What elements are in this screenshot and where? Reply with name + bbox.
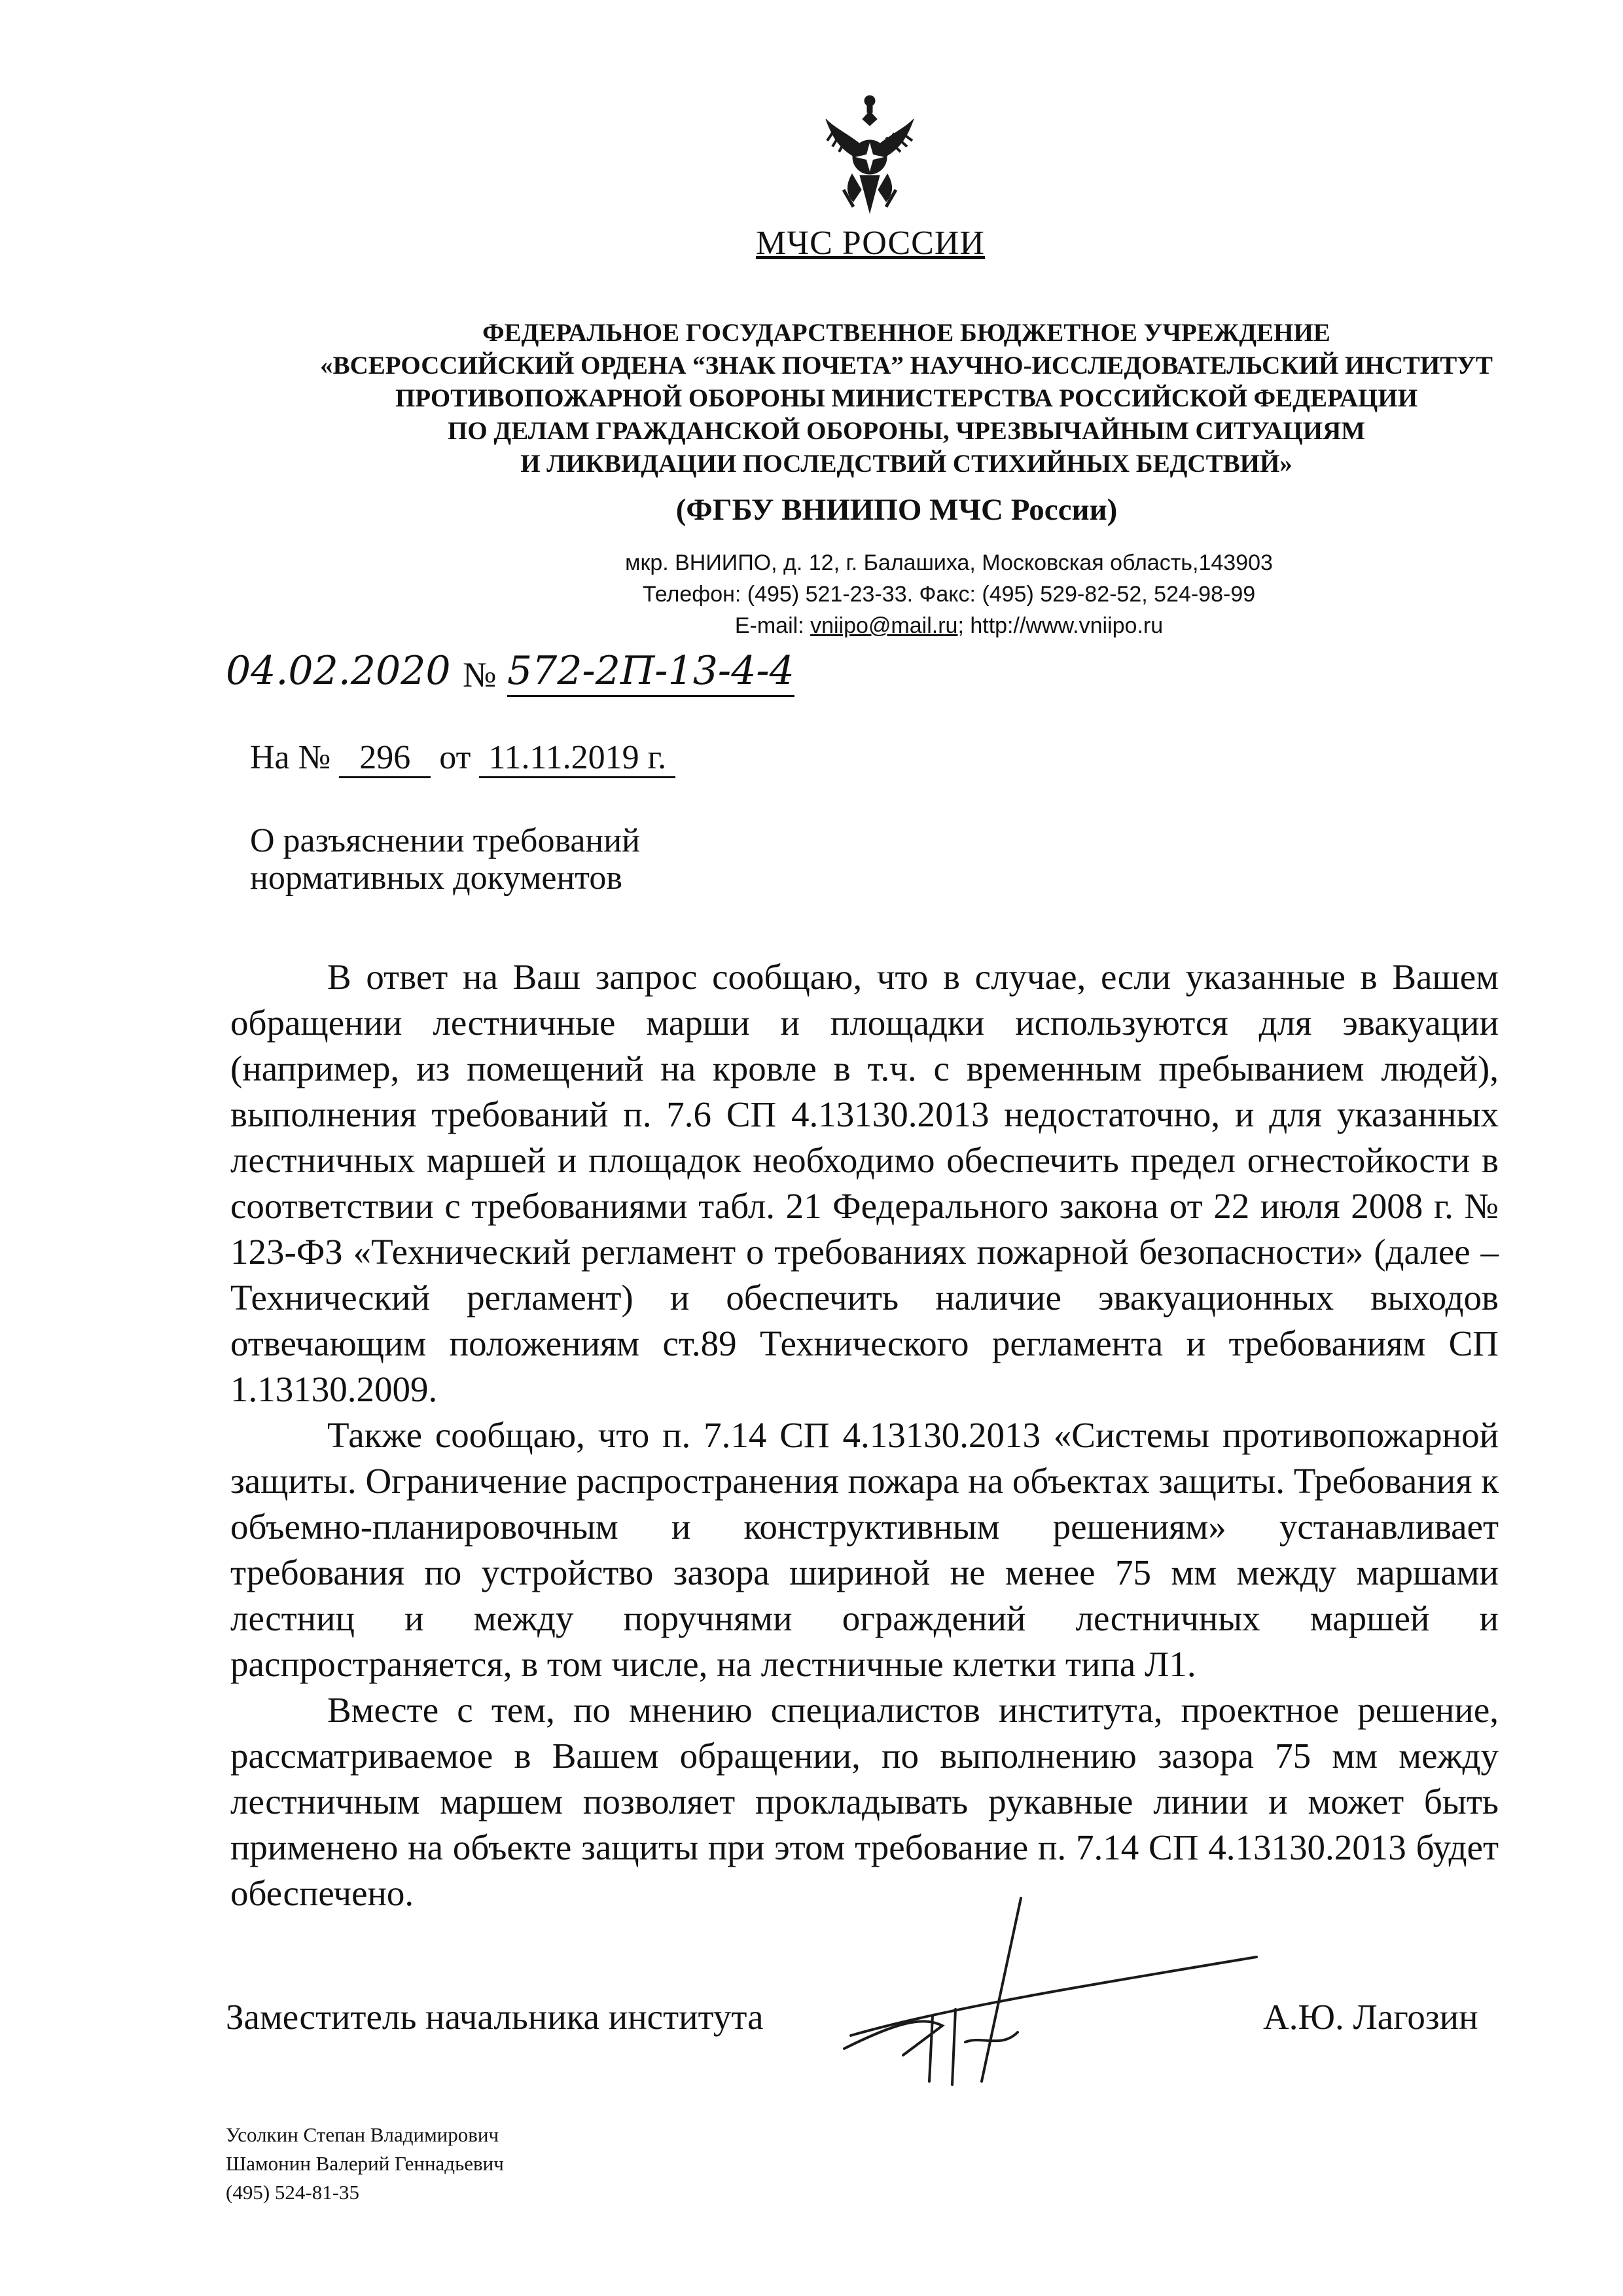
address: мкр. ВНИИПО, д. 12, г. Балашиха, Московская область,143903 [625, 550, 1273, 575]
organization-full-name [262, 317, 1551, 480]
number-sign: № [463, 655, 497, 694]
outgoing-number: 572-2П-13-4-4 [507, 648, 794, 697]
subject-line: нормативных документов [250, 859, 622, 897]
signer-position: Заместитель начальника института [226, 1997, 764, 2037]
phone-fax: Телефон: (495) 521-23-33. Факс: (495) 529-82-52, 524-98-99 [642, 582, 1256, 607]
executors-block [226, 2121, 749, 2207]
letter-subject [250, 822, 1035, 897]
org-line: «ВСЕРОССИЙСКИЙ ОРДЕНА “ЗНАК ПОЧЕТА” НАУЧНО-ИССЛЕДОВАТЕЛЬСКИЙ ИНСТИТУТ [320, 351, 1493, 380]
reference-prefix: На № [250, 739, 331, 776]
email-label: E-mail: [734, 613, 811, 638]
organization-short-name: (ФГБУ ВНИИПО МЧС России) [675, 493, 1118, 527]
reference-number: 296 [339, 740, 431, 778]
org-line: ПРОТИВОПОЖАРНОЙ ОБОРОНЫ МИНИСТЕРСТВА РОССИЙСКОЙ ФЕДЕРАЦИИ [395, 384, 1418, 412]
executor-name: Шамонин Валерий Геннадьевич [226, 2152, 504, 2175]
subject-line: О разъяснении требований [250, 822, 640, 859]
contacts-block [458, 547, 1440, 641]
email-link[interactable]: vniipo@mail.ru [810, 613, 958, 638]
org-line: И ЛИКВИДАЦИИ ПОСЛЕДСТВИЙ СТИХИЙНЫХ БЕДСТВИЙ» [520, 450, 1293, 478]
handwritten-signature [825, 1885, 1296, 2108]
mchs-emblem-icon [821, 92, 919, 216]
agency-name: МЧС РОССИИ [756, 224, 985, 262]
body-paragraph: В ответ на Ваш запрос сообщаю, что в случае, если указанные в Вашем обращении лестничные марши и площадки используются для эвакуации (например, из помещений на кровле в т.ч. с временным пребыванием людей), выполнения требований п. 7.6 СП 4.13130.2013 недостаточно, и для указанных лестничных маршей и площадок необходимо обеспечить предел огнестойкости в соответствии с требованиями табл. 21 Федерального закона от 22 июля 2008 г. № 123-ФЗ «Технический регламент о требованиях пожарной безопасности» (далее – Технический регламент) и обеспечить наличие эвакуационных выходов отвечающим положениям ст.89 Технического регламента и требованиям СП 1.13130.2009. [230, 957, 1499, 1409]
signer-name: А.Ю. Лагозин [1263, 1997, 1478, 2037]
reference-from: от [439, 739, 471, 776]
letter-body [230, 954, 1499, 1916]
org-line: ФЕДЕРАЛЬНОЕ ГОСУДАРСТВЕННОЕ БЮДЖЕТНОЕ УЧРЕЖДЕНИЕ [482, 319, 1330, 347]
body-paragraph: Также сообщаю, что п. 7.14 СП 4.13130.2013 «Системы противопожарной защиты. Ограничение распространения пожара на объектах защиты. Требования к объемно-планировочным и конструктивным решениям» устанавливает требования по устройство зазора шириной не менее 75 мм между маршами лестниц и между поручнями ограждений лестничных маршей и распространяется, в том числе, на лестничные клетки типа Л1. [230, 1415, 1499, 1684]
body-paragraph: Вместе с тем, по мнению специалистов института, проектное решение, рассматриваемое в Вашем обращении, по выполнению зазора 75 мм между лестничным маршем позволяет прокладывать рукавные линии и может быть применено на объекте защиты при этом требование п. 7.14 СП 4.13130.2013 будет обеспечено. [230, 1690, 1499, 1913]
outgoing-registration [226, 648, 1011, 707]
executor-phone: (495) 524-81-35 [226, 2181, 360, 2204]
reference-line [250, 738, 1166, 778]
org-line: ПО ДЕЛАМ ГРАЖДАНСКОЙ ОБОРОНЫ, ЧРЕЗВЫЧАЙНЫМ СИТУАЦИЯМ [447, 417, 1366, 445]
executor-name: Усолкин Степан Владимирович [226, 2123, 499, 2146]
reference-date: 11.11.2019 г. [479, 740, 675, 778]
outgoing-date: 04.02.2020 [226, 648, 451, 694]
email-line [458, 610, 1440, 641]
website-link[interactable]: ; http://www.vniipo.ru [957, 613, 1164, 638]
